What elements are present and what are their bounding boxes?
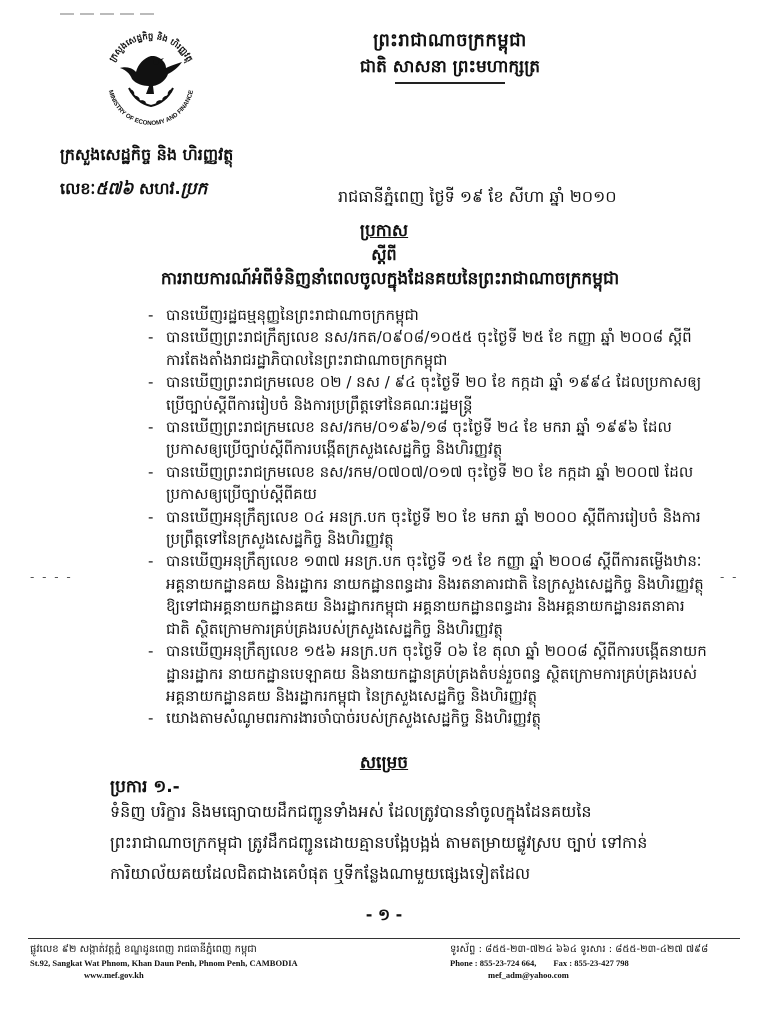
- ref-number: ៥៧៦: [95, 179, 134, 199]
- reference-number: [60, 178, 300, 203]
- footer-contact: [450, 944, 750, 982]
- scan-specks: [60, 0, 210, 8]
- consideration-item: - បានឃើញព្រះរាជក្រឹត្យលេខ នស/រកត/០៩០៨/១០៥៥ ចុះថ្ងៃទី ២៥ ខែ កញ្ញា ឆ្នាំ ២០០៨ ស្តីពីការតែងតាំងរាជរដ្ឋាភិបាលនៃព្រះរាជាណាចក្រកម្ពុជា: [148, 326, 708, 371]
- consideration-item: - បានឃើញអនុក្រឹត្យលេខ ០៤ អនក្រ.បក ចុះថ្ងៃទី ២០ ខែ មករា ឆ្នាំ ២០០០ ស្តីពីការរៀបចំ និងការប្រព្រឹត្តទៅនៃក្រសួងសេដ្ឋកិច្ច និងហិរញ្ញវត្ថុ: [148, 506, 708, 551]
- footer-fax-en: Fax : 855-23-427 798: [553, 957, 629, 968]
- footer-phone-kh: ទូរស័ព្ទ : ៨៥៥-២៣-៧២៤ ៦៦៤ ទូរសារ : ៨៥៥-២៣-៤២៧ ៧៩៨: [450, 944, 709, 955]
- consideration-item: - បានឃើញព្រះរាជក្រមលេខ ០២ / នស / ៩៤ ចុះថ្ងៃទី ២០ ខែ កក្កដា ឆ្នាំ ១៩៩៤ ដែលប្រកាសឲ្យប្រើច្បាប់ស្តីពីការរៀបចំ និងការប្រព្រឹត្តទៅនៃគណៈរដ្ឋមន្ត្រី: [148, 371, 708, 416]
- consideration-item: - បានឃើញព្រះរាជក្រមលេខ នស/រកម/០៧០៧/០១៧ ចុះថ្ងៃទី ២០ ខែ កក្កដា ឆ្នាំ ២០០៧ ដែលប្រកាសឲ្យប្រើច្បាប់ស្តីពីគយ: [148, 461, 708, 506]
- footer-phone-en: Phone : 855-23-724 664,: [450, 957, 537, 968]
- consideration-item: - បានឃើញរដ្ឋធម្មនុញ្ញនៃព្រះរាជាណាចក្រកម្ពុជា: [148, 304, 708, 326]
- document-subject-title: ការរាយការណ៍អំពីទំនិញនាំពេលចូលក្នុងដែនគយនៃព្រះរាជាណាចក្រកម្ពុជា: [160, 269, 620, 289]
- kingdom-heading: ព្រះរាជាណាចក្រកម្ពុជា: [373, 30, 527, 51]
- ref-handwritten: ប្រក: [180, 179, 208, 199]
- footer-website: www.mef.gov.kh: [84, 970, 144, 980]
- margin-mark-left: - - - -: [30, 570, 73, 584]
- considerations-list: [148, 304, 708, 730]
- margin-mark-right: - -: [720, 570, 739, 584]
- footer-address: [30, 944, 360, 982]
- page-number: - ១ -: [365, 905, 403, 924]
- consideration-item: - បានឃើញអនុក្រឹត្យលេខ ១៣៧ អនក្រ.បក ចុះថ្ងៃទី ១៥ ខែ កញ្ញា ឆ្នាំ ២០០៨ ស្តីពីការតម្លើងឋានៈអគ្គនាយកដ្ឋានគយ និងរដ្ឋាករ នាយកដ្ឋានពន្ធដារ និងរតនាគារជាតិ នៃក្រសួងសេដ្ឋកិច្ច និងហិរញ្ញវត្ថុឱ្យទៅជាអគ្គនាយកដ្ឋានគយ និងរដ្ឋាករកម្ពុជា អគ្គនាយកដ្ឋានពន្ធដារ និងអគ្គនាយកដ្ឋានរតនាគារជាតិ ស្ថិតក្រោមការគ្រប់គ្រងរបស់ក្រសួងសេដ្ឋកិច្ច និងហិរញ្ញវត្ថុ: [148, 550, 708, 640]
- national-motto: ជាតិ សាសនា ព្រះមហាក្សត្រ: [359, 57, 541, 77]
- motto-divider: [395, 82, 505, 84]
- title-on: ស្តីពី: [371, 245, 397, 264]
- footer-divider: [28, 938, 740, 939]
- svg-text:MINISTRY OF ECONOMY AND FINANC: [107, 89, 195, 127]
- consideration-item: - យោងតាមសំណូមពរការងារចាំបាច់របស់ក្រសួងសេដ្ឋកិច្ច និងហិរញ្ញវត្ថុ: [148, 707, 708, 729]
- place-and-date: រាជធានីភ្នំពេញ ថ្ងៃទី ១៩ ខែ សីហា ឆ្នាំ ២០១០: [338, 187, 617, 206]
- ministry-seal-logo: [96, 22, 206, 132]
- ref-label: លេខៈ: [60, 179, 96, 198]
- seal-bottom-text: MINISTRY OF ECONOMY AND FINANCE: [106, 89, 196, 128]
- footer-address-en: St.92, Sangkat Wat Phnom, Khan Daun Penh, Phnom Penh, CAMBODIA: [30, 957, 298, 968]
- decision-heading: សម្រេច: [359, 753, 409, 773]
- footer-address-kh: ផ្លូវលេខ ៩២ សង្កាត់វត្តភ្នំ ខណ្ឌដូនពេញ រាជធានីភ្នំពេញ កម្ពុជា: [30, 944, 257, 955]
- ministry-name: ក្រសួងសេដ្ឋកិច្ច និង ហិរញ្ញវត្ថុ: [60, 145, 234, 164]
- document-type-title: ប្រកាស: [359, 221, 409, 241]
- article-1-heading: ប្រការ ១.-: [110, 777, 180, 797]
- consideration-item: - បានឃើញព្រះរាជក្រមលេខ នស/រកម/០១៩៦/១៨ ចុះថ្ងៃទី ២៤ ខែ មករា ឆ្នាំ ១៩៩៦ ដែលប្រកាសឲ្យប្រើច្បាប់ស្តីពីការបង្កើតក្រសួងសេដ្ឋកិច្ច និងហិរញ្ញវត្ថុ: [148, 416, 708, 461]
- footer-email: mef_adm@yahoo.com: [488, 970, 569, 980]
- article-1-text: ទំនិញ បរិក្ខារ និងមធ្យោបាយដឹកជញ្ជូនទាំងអស់ ដែលត្រូវបាននាំចូលក្នុងដែនគយនៃព្រះរាជាណាចក្រកម្ពុជា ត្រូវដឹកជញ្ជូនដោយគ្មានបង្អែបង្អង់ តាមតម្រាយផ្លូវស្រប ច្បាប់ ទៅកាន់ការិយាល័យគយដែលជិតជាងគេបំផុត ឬទីកន្លែងណាមួយផ្សេងទៀតដែល: [110, 802, 648, 883]
- consideration-item: - បានឃើញអនុក្រឹត្យលេខ ១៥៦ អនក្រ.បក ចុះថ្ងៃទី ០៦ ខែ តុលា ឆ្នាំ ២០០៨ ស្តីពីការបង្កើតនាយកដ្ឋានរដ្ឋាករ នាយកដ្ឋានបេឡាគយ និងនាយកដ្ឋានគ្រប់គ្រងតំបន់រួចពន្ធ ស្ថិតក្រោមការគ្រប់គ្រងរបស់អគ្គនាយកដ្ឋានគយ និងរដ្ឋាករកម្ពុជា នៃក្រសួងសេដ្ឋកិច្ច និងហិរញ្ញវត្ថុ: [148, 640, 708, 707]
- ref-suffix: សហវ.: [138, 179, 181, 198]
- seal-top-text: ក្រសួងសេដ្ឋកិច្ច និង ហិរញ្ញវត្ថុ: [107, 31, 195, 64]
